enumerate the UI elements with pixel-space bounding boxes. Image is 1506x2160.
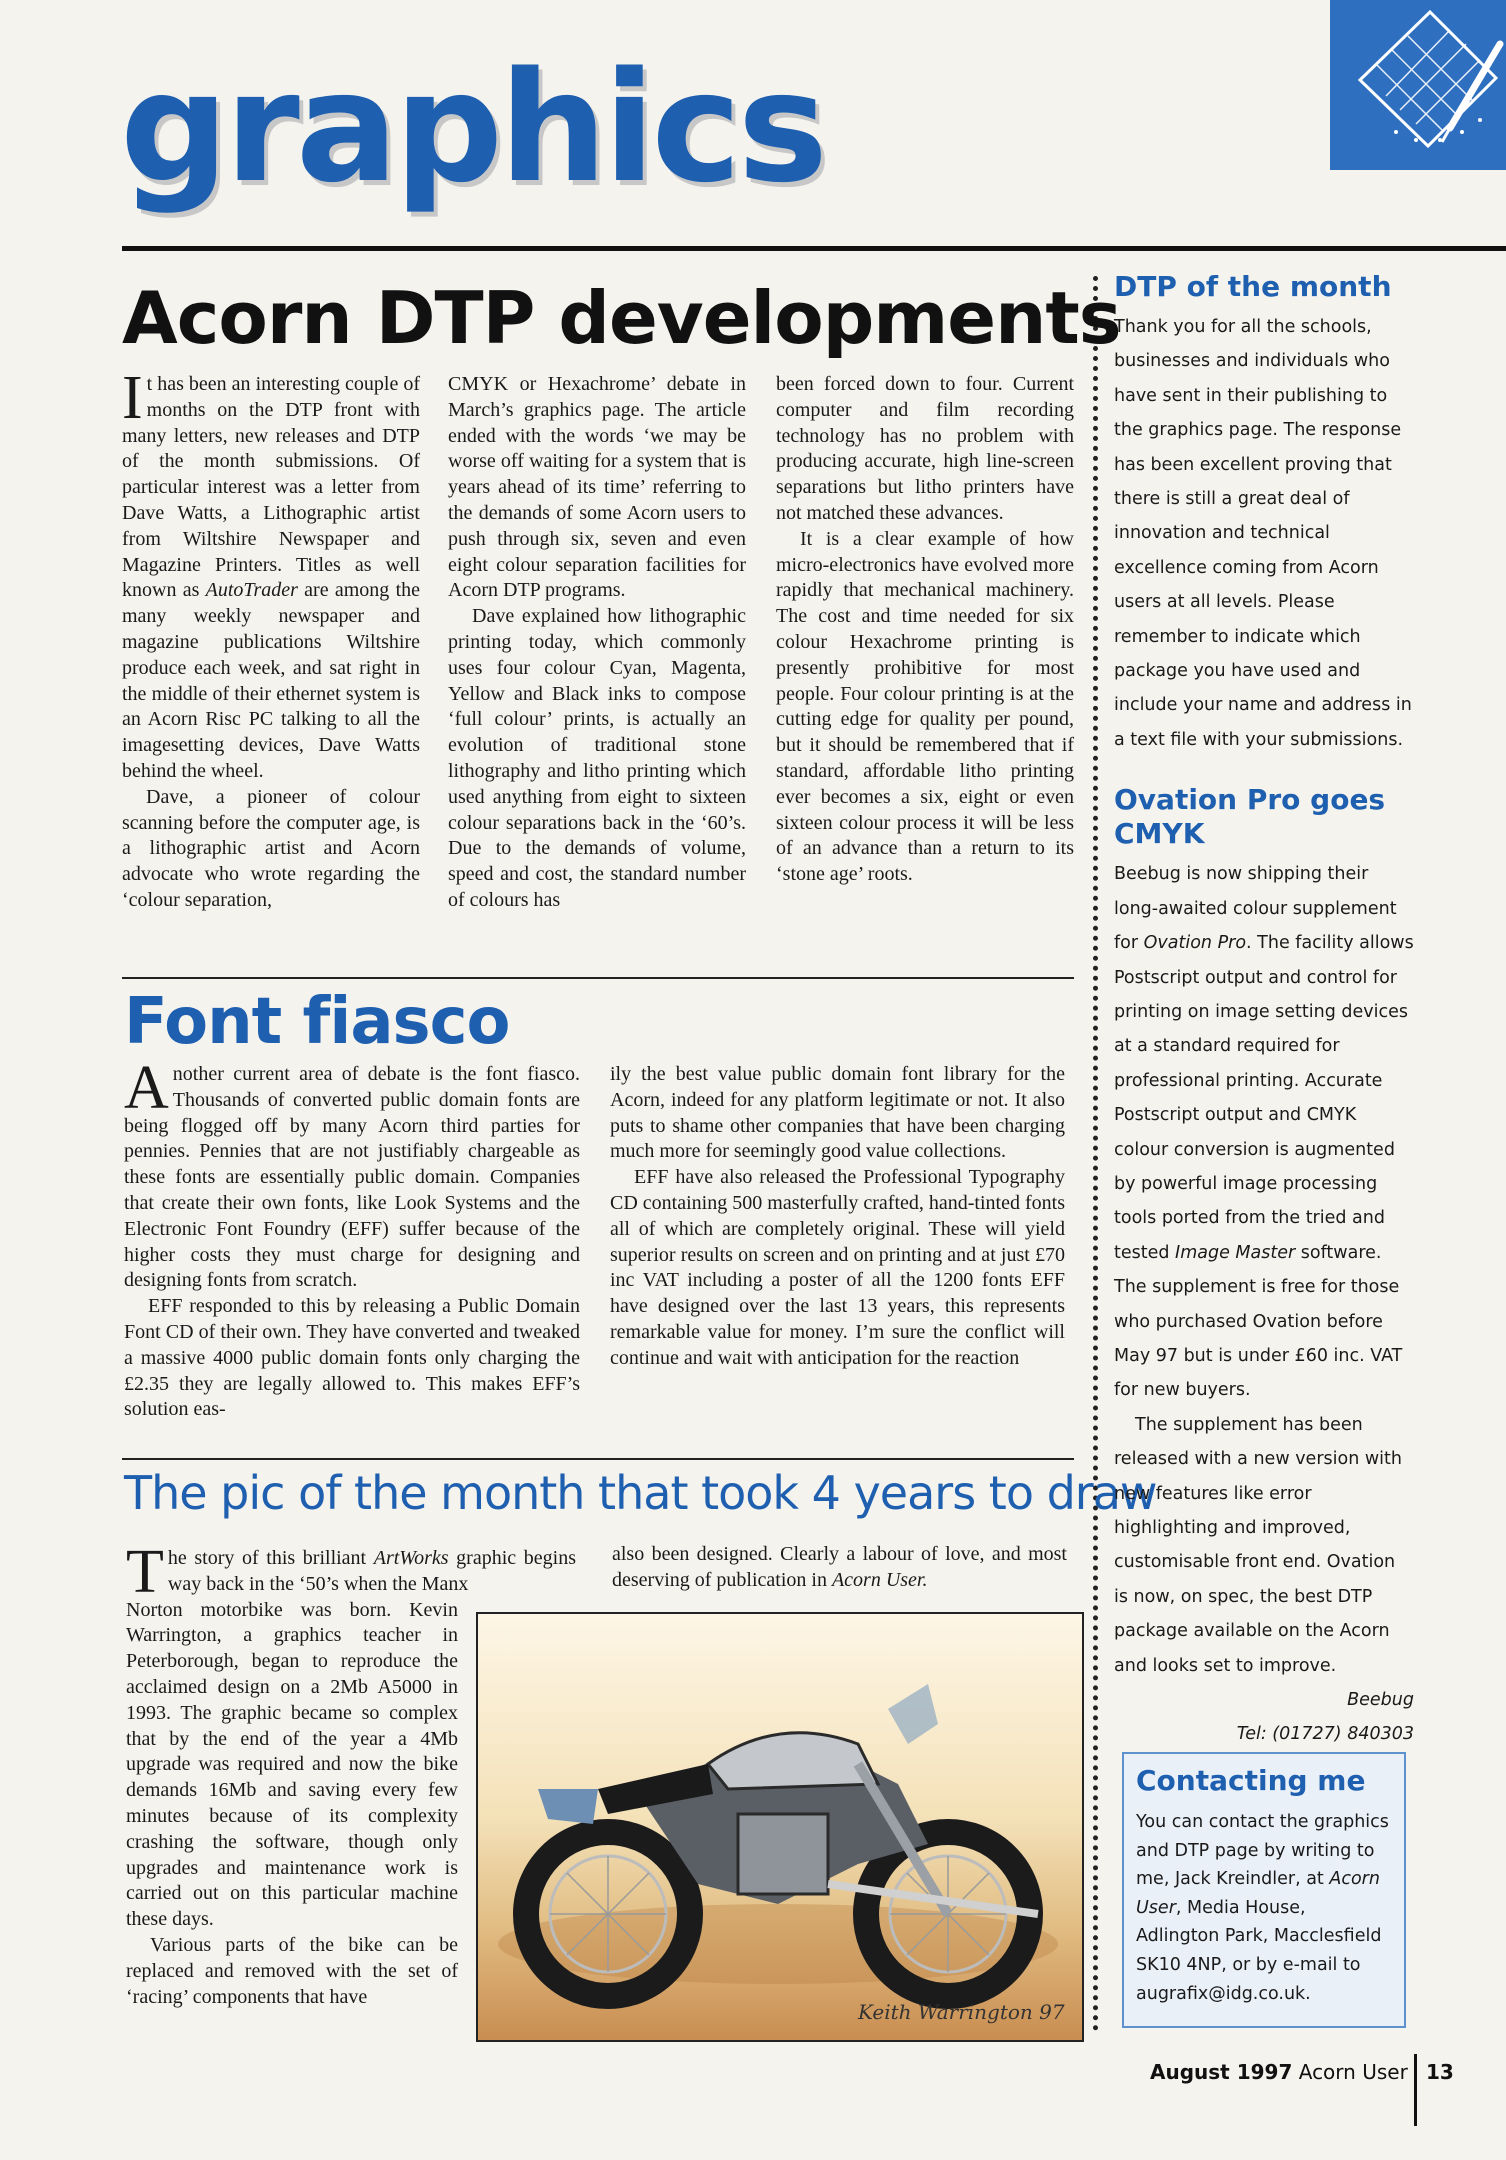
page-number: 13 xyxy=(1426,2060,1454,2084)
acorn-column-1 xyxy=(122,364,421,914)
acorn-paragraph: Dave, a pioneer of colour scanning before the computer age, is a lithographic artist and Acorn advocate who wrote regarding the ‘colour separation, xyxy=(122,785,420,911)
font-paragraph: Another current area of debate is the font fiasco. Thousands of converted public domain fonts are being flogged off by many Acorn third parties for pennies. Pennies that are not justifiably chargeable as these fonts are essentially public domain. Companies that create their own fonts, like Look Systems and the Electronic Font Foundry (EFF) suffer because of the higher costs they must charge for designing and designing fonts from scratch. xyxy=(124,1054,580,1292)
acorn-column-3 xyxy=(776,372,1074,888)
pic-column-2 xyxy=(612,1542,1067,1594)
headline-acorn-dtp: Acorn DTP developments xyxy=(122,276,1121,360)
contact-heading: Contacting me xyxy=(1136,1764,1366,1797)
sidebar-telephone: Tel: (01727) 840303 xyxy=(1236,1724,1414,1745)
sidebar-divider xyxy=(1093,276,1098,2032)
font-column-1 xyxy=(124,1054,580,1423)
acorn-paragraph: It is a clear example of how micro-electronics have evolved more rapidly that mechanical machinery. The cost and time needed for six colour Hexachrome printing is presently prohibitive for most people. Four colour printing is at the cutting edge for quality per pound, but it should be remembered that if standard, affordable litho printing ever becomes a six, eight or even sixteen colour process it will be less of an advance than a return to its ‘stone age’ roots. xyxy=(776,527,1074,886)
acorn-paragraph: been forced down to four. Current computer and film recording technology has no problem with producing accurate, high line-screen separations but litho printers have not matched these advances. xyxy=(776,373,1074,524)
font-column-2 xyxy=(610,1062,1065,1372)
section-rule xyxy=(122,977,1074,979)
acorn-paragraph: Dave explained how lithographic printing today, which commonly uses four colour Cyan, Magenta, Yellow and Black inks to compose ‘full colour’ prints, is actually an evolution of traditional stone lithography and litho printing which used anything from eight to sixteen colour separations back in the ‘60’s. Due to the demands of volume, speed and cost, the standard number of colours has xyxy=(448,605,746,911)
font-paragraph: ily the best value public domain font library for the Acorn, indeed for any platform legitimate or not. It also puts to shame other companies that have been charging much more for seemingly good value collections. xyxy=(610,1063,1065,1163)
footer-date: August 1997 xyxy=(1150,2060,1293,2084)
acorn-paragraph: CMYK or Hexachrome’ debate in March’s graphics page. The article ended with the words ‘we may be worse off waiting for a system that is years ahead of its time’ referring to the demands of some Acorn users to push through six, seven and even eight colour separation facilities for Acorn DTP programs. xyxy=(448,373,746,602)
sidebar-heading-dtp: DTP of the month xyxy=(1114,270,1392,303)
headline-font-fiasco: Font fiasco xyxy=(124,985,510,1059)
pic-paragraph: Norton motorbike was born. Kevin Warrington, a graphics teacher in Peterborough, began to reproduce the acclaimed design on a 2Mb A5000 in 1993. The graphic became so complex that by the end of the year a 4Mb upgrade was required and now the bike demands 16Mb and saving every few minutes because of its complexity crashing the software, though only upgrades and maintenance work is carried out on this particular machine these days. xyxy=(126,1598,458,1931)
sidebar-text-dtp: Thank you for all the schools, businesses and individuals who have sent in their publishing to the graphics page. The response has been excellent proving that there is still a great deal of innovation and technical excellence coming from Acorn users at all levels. Please remember to indicate which package you have used and include your name and address in a text file with your submissions. xyxy=(1114,317,1412,750)
font-paragraph: EFF responded to this by releasing a Public Domain Font CD of their own. They have converted and tweaked a massive 4000 public domain fonts only charging the £2.35 they are legally allowed to. This makes EFF’s solution eas- xyxy=(124,1295,580,1421)
sidebar-text-ovation: Beebug is now shipping their long-awaited colour supplement for Ovation Pro. The facility allows Postscript output and control for printing on image setting devices at a standard required for professional printing. Accurate Postscript output and CMYK colour conversion is augmented by powerful image processing tools ported from the tried and tested Image Master software. The supplement is free for those who purchased Ovation before May 97 but is under £60 inc. VAT for new buyers. xyxy=(1114,864,1414,1401)
section-rule xyxy=(122,1458,1074,1460)
sidebar-heading-ovation: Ovation Pro goes CMYK xyxy=(1114,783,1386,851)
motorbike-illustration xyxy=(476,1612,1084,2042)
footer-magazine: Acorn User xyxy=(1298,2060,1408,2084)
footer-divider xyxy=(1414,2054,1417,2126)
header-rule xyxy=(122,246,1506,251)
pic-paragraph: The story of this brilliant ArtWorks graphic begins way back in the ‘50’s when the Manx xyxy=(126,1538,576,1606)
sidebar-credit: Beebug xyxy=(1347,1690,1414,1711)
acorn-column-2 xyxy=(448,372,746,914)
font-paragraph: EFF have also released the Professional Typography CD containing 500 masterfully crafted, hand-tinted fonts all of which are completely original. These will yield superior results on screen and on printing and at just £70 inc VAT including a poster of all the 1200 fonts EFF have designed over the last 13 years, this represents remarkable value for money. I’m sure the conflict will continue and wait with anticipation for the reaction xyxy=(610,1166,1065,1369)
footer-issue xyxy=(1150,2060,1408,2084)
section-title: graphics xyxy=(120,39,825,216)
pic-paragraph: also been designed. Clearly a labour of love, and most deserving of publication in Acorn User. xyxy=(612,1543,1067,1591)
sidebar xyxy=(1114,270,1414,1752)
pic-paragraph: Various parts of the bike can be replaced and removed with the set of ‘racing’ components that have xyxy=(126,1933,458,2008)
sidebar-text-ovation-2: The supplement has been released with a new version with new features like error highlighting and improved, customisable front end. Ovation is now, on spec, the best DTP package available on the Acorn and looks set to improve. xyxy=(1114,1414,1402,1676)
headline-pic-of-month: The pic of the month that took 4 years to draw xyxy=(124,1466,1157,1520)
artist-signature: Keith Warrington 97 xyxy=(858,2000,1065,2024)
contact-box xyxy=(1122,1752,1406,2028)
pen-on-grid-icon xyxy=(1330,0,1506,170)
acorn-paragraph: It has been an interesting couple of months on the DTP front with many letters, new releases and DTP of the month submissions. Of particular interest was a letter from Dave Watts, a Lithographic artist from Wiltshire Newspaper and Magazine Printers. Titles as well known as AutoTrader are among the many weekly newspaper and magazine publications Wiltshire produce each week, and sat right in the middle of their ethernet system is an Acorn Risc PC talking to all the imagesetting devices, Dave Watts behind the wheel. xyxy=(122,364,421,782)
contact-text: You can contact the graphics and DTP page by writing to me, Jack Kreindler, at Acorn User, Media House, Adlington Park, Macclesfield SK10 4NP, or by e-mail to augrafix@idg.co.uk. xyxy=(1136,1812,1389,2004)
